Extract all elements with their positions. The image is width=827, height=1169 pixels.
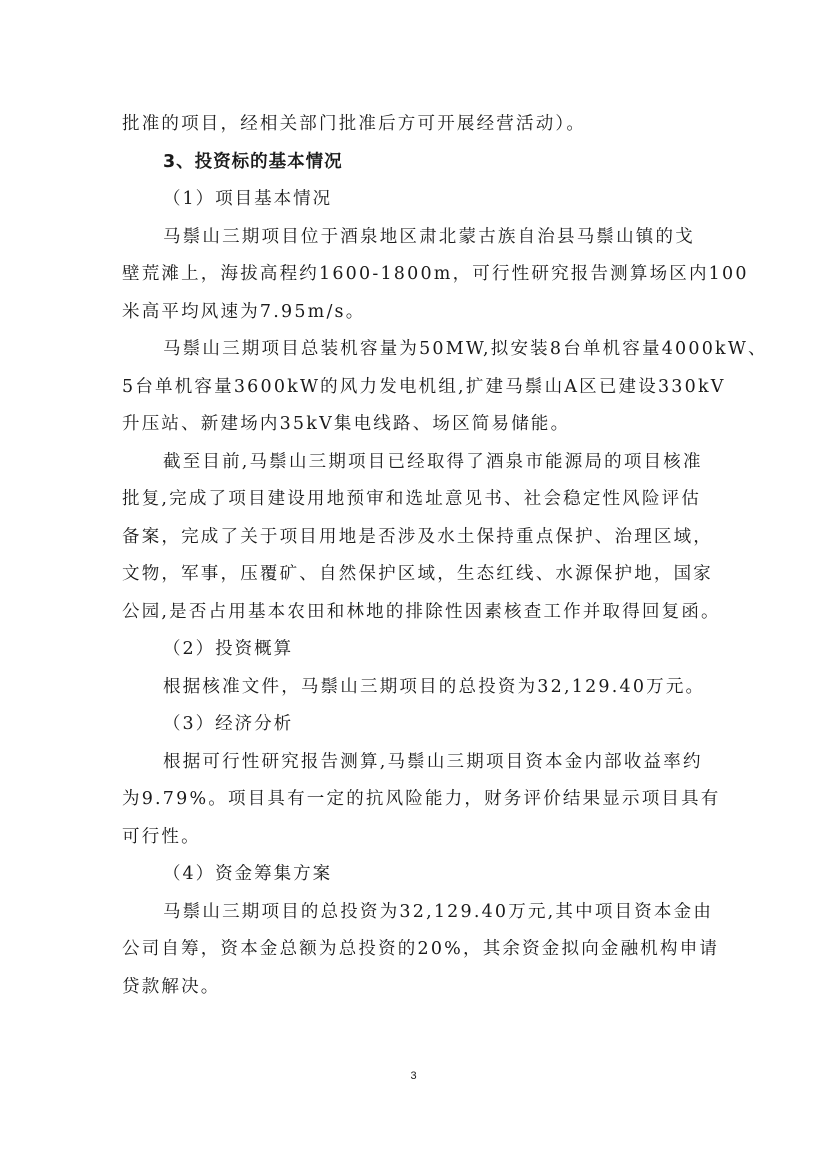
section-heading: 3、投资标的基本情况 (163, 152, 343, 172)
paragraph-continuation: 批准的项目，经相关部门批准后方可开展经营活动）。 (122, 114, 587, 134)
paragraph-line: 马鬃山三期项目总装机容量为50MW,拟安装8台单机容量4000kW、 (163, 339, 768, 359)
paragraph-line: 贷款解决。 (122, 977, 221, 997)
subsection-heading-2: （2）投资概算 (163, 639, 294, 659)
paragraph-line: 根据可行性研究报告测算,马鬃山三期项目资本金内部收益率约 (163, 752, 703, 772)
subsection-heading-4: （4）资金筹集方案 (163, 864, 333, 884)
paragraph-line: 马鬃山三期项目位于酒泉地区肃北蒙古族自治县马鬃山镇的戈 (163, 227, 695, 247)
paragraph-line: 公司自筹，资本金总额为总投资的20%，其余资金拟向金融机构申请 (122, 939, 720, 959)
paragraph-line: 5台单机容量3600kW的风力发电机组,扩建马鬃山A区已建设330kV (122, 377, 726, 397)
paragraph-line: 为9.79%。项目具有一定的抗风险能力，财务评价结果显示项目具有 (122, 789, 721, 809)
paragraph-line: 米高平均风速为7.95m/s。 (122, 302, 366, 322)
paragraph-line: 截至目前,马鬃山三期项目已经取得了酒泉市能源局的项目核准 (163, 452, 703, 472)
paragraph-line: 可行性。 (122, 827, 201, 847)
paragraph-line: 批复,完成了项目建设用地预审和选址意见书、社会稳定性风险评估 (122, 489, 702, 509)
paragraph-line: 马鬃山三期项目的总投资为32,129.40万元,其中项目资本金由 (163, 902, 714, 922)
subsection-heading-1: （1）项目基本情况 (163, 189, 333, 209)
paragraph-line: 备案，完成了关于项目用地是否涉及水土保持重点保护、治理区域， (122, 527, 713, 547)
subsection-heading-3: （3）经济分析 (163, 714, 294, 734)
paragraph-line: 根据核准文件，马鬃山三期项目的总投资为32,129.40万元。 (163, 677, 706, 697)
paragraph-line: 升压站、新建场内35kV集电线路、场区简易储能。 (122, 414, 571, 434)
page-number: 3 (410, 1070, 417, 1082)
paragraph-line: 壁荒滩上，海拔高程约1600-1800m，可行性研究报告测算场区内100 (122, 264, 749, 284)
paragraph-line: 公园,是否占用基本农田和林地的排除性因素核查工作并取得回复函。 (122, 602, 721, 622)
paragraph-line: 文物，军事，压覆矿、自然保护区域，生态红线、水源保护地，国家 (122, 564, 713, 584)
